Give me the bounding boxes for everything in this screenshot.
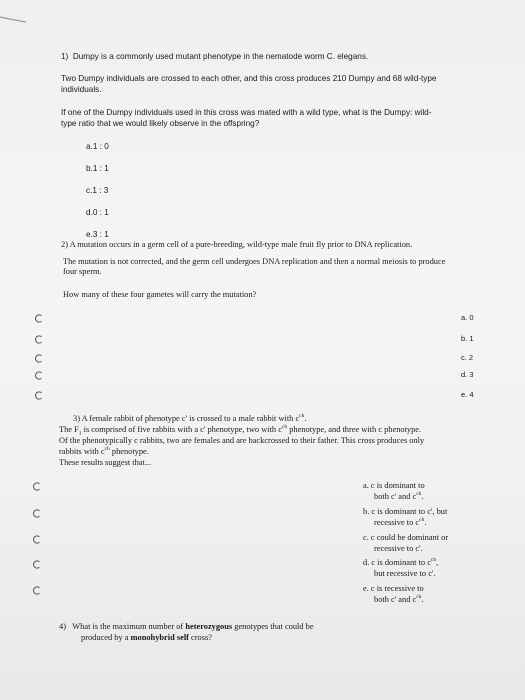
q2-radio-e[interactable]	[34, 391, 43, 400]
q1-stem-text: Dumpy is a commonly used mutant phenotype in the nematode worm C. elegans.	[72, 52, 369, 61]
q3-line1: 3) A female rabbit of phenotype c' is crossed to a male rabbit with $c^{ch}$.	[73, 413, 307, 423]
q1-option-e[interactable]: e.3 : 1	[86, 230, 109, 239]
q2-radio-d[interactable]	[34, 371, 43, 380]
q1-option-a[interactable]: a.1 : 0	[86, 142, 109, 151]
q3-radio-c[interactable]	[32, 535, 41, 544]
q4-number: 4)	[59, 622, 66, 631]
q3-option-b: b. c is dominant to c', but recessive to $c^{ch}$.	[363, 507, 448, 527]
q2-radio-b[interactable]	[34, 335, 43, 344]
q1-option-b[interactable]: b.1 : 1	[86, 164, 109, 173]
q3-radio-e[interactable]	[32, 586, 41, 595]
q2-radio-c[interactable]	[34, 354, 43, 363]
q2-option-d: d. 3	[461, 370, 474, 379]
q3-line5: These results suggest that...	[59, 458, 152, 467]
q2-option-b: b. 1	[461, 334, 474, 343]
q3-option-d: d. c is dominant to $c^{ch}$, but recessive to c'.	[363, 557, 439, 578]
q2-question: How many of these four gametes will carry the mutation?	[63, 290, 257, 299]
q1-para3-line1: If one of the Dumpy individuals used in this cross was mated with a wild type, what is the Dumpy: wild-	[61, 108, 432, 117]
q2-radio-a[interactable]	[34, 314, 43, 323]
q1-option-d[interactable]: d.0 : 1	[86, 208, 109, 217]
q2-option-a: a. 0	[461, 313, 474, 322]
q4-line2: produced by a monohybrid self cross?	[81, 633, 212, 642]
q4-line1: 4) What is the maximum number of heterozygous genotypes that could be	[59, 622, 314, 631]
q3-radio-b[interactable]	[32, 509, 41, 518]
q3-option-a: a. c is dominant to both c' and $c^{ch}$.	[363, 481, 425, 501]
q3-radio-d[interactable]	[32, 560, 41, 569]
q1-para2-line2: individuals.	[61, 85, 102, 94]
page-top-shadow	[0, 0, 525, 40]
q1-option-c[interactable]: c.1 : 3	[86, 186, 109, 195]
q3-line3: Of the phenotypically c rabbits, two are females and are backcrossed to their father. This cross produces only	[59, 436, 425, 445]
q3-option-c: c. c could be dominant or recessive to c'.	[363, 533, 449, 553]
q1-para2-line1: Two Dumpy individuals are crossed to each other, and this cross produces 210 Dumpy and 68 wild-type	[61, 74, 437, 83]
q3-line2: The $F_1$ is comprised of five rabbits with a c' phenotype, two with $c^{ch}$ phenotype, and three with c phenotype.	[59, 424, 422, 437]
q3-option-e: e. c is recessive to both c' and $c^{ch}$.	[363, 584, 424, 604]
q3-radio-a[interactable]	[32, 482, 41, 491]
q2-option-e: e. 4	[461, 390, 474, 399]
q2-option-c: c. 2	[461, 353, 474, 362]
q3-line4: rabbits with $c^{ch}$ phenotype.	[59, 446, 149, 456]
q2-line1: 2) A mutation occurs in a germ cell of a pure-breeding, wild-type male fruit fly prior to DNA replication.	[61, 240, 413, 249]
q1-number: 1)	[61, 52, 69, 61]
q2-line2: The mutation is not corrected, and the germ cell undergoes DNA replication and then a normal meiosis to produce	[63, 257, 446, 266]
q1-para3-line2: type ratio that we would likely observe in the offspring?	[61, 119, 260, 128]
q1-stem	[61, 51, 368, 62]
q2-line3: four sperm.	[63, 267, 102, 276]
